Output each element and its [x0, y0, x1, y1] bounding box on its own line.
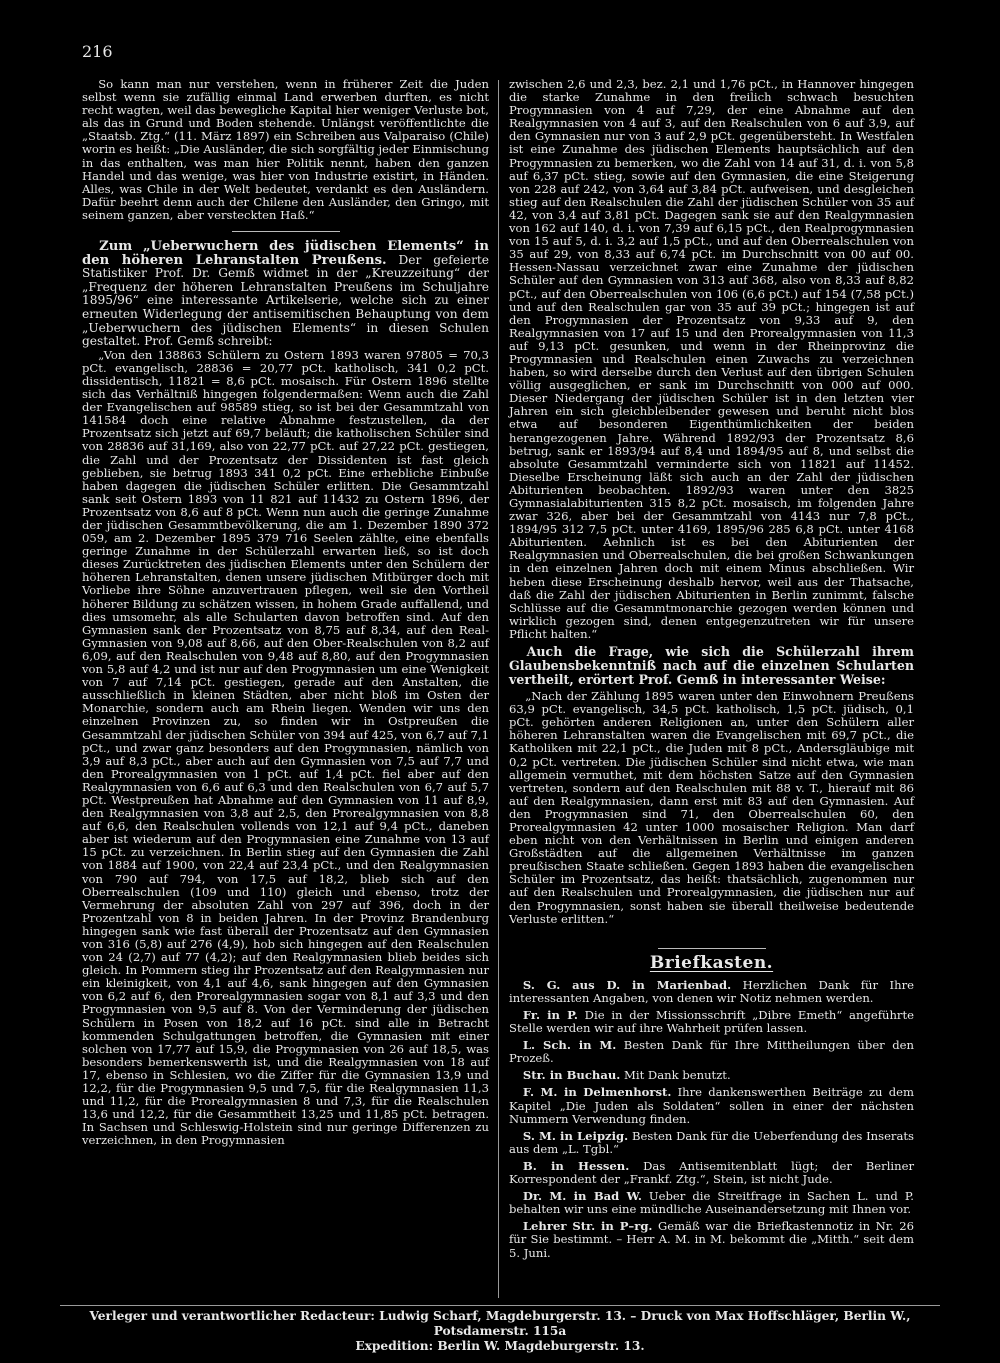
- article-lead: [82, 240, 489, 349]
- letter-recipient: L. Sch. in M.: [522, 1038, 617, 1053]
- letter-recipient: B. in Hessen.: [522, 1158, 630, 1173]
- letter-recipient: Fr. in P.: [522, 1008, 578, 1022]
- article-headline: Zum „Ueberwuchern des jüdischen Elements“ in den höheren Lehranstalten Preußens.: [82, 239, 489, 268]
- briefkasten-divider: [658, 948, 766, 949]
- imprint-line-1: Verleger und verantwortlicher Redacteur: Ludwig Scharf, Magdeburgerstr. 13. – Druck von Max Hoffschläger, Berlin W., Potsdamerstr. 115a: [60, 1305, 940, 1339]
- article-lead-text: Der gefeierte Statistiker Prof. Dr. Gemß widmet in der „Kreuzzeitung“ der „Frequenz der höheren Lehranstalten Preußens im Schuljahre 1895/96“ eine interessante Artikelserie, welche sich zu einer erneuten Widerlegung der antisemitischen Behauptung von dem „Ueberwuchern des jüdischen Elements“ in diesen Schulen gestaltet. Prof. Gemß schreibt:: [82, 252, 490, 349]
- briefkasten-title: Briefkasten.: [649, 952, 774, 973]
- imprint-line-2: Expedition: Berlin W. Magdeburgerstr. 13.: [355, 1339, 645, 1353]
- letter-entry: [509, 1190, 914, 1216]
- right-column: [509, 78, 914, 1264]
- letter-entry: [509, 1086, 914, 1125]
- letter-recipient: S. M. in Leipzig.: [522, 1128, 629, 1143]
- letter-recipient: Dr. M. in Bad W.: [522, 1189, 642, 1204]
- letter-text: Ihre dankenswerthen Beiträge zu dem Kapitel „Die Juden als Soldaten“ sollen in einer der nächsten Nummern Verwendung finden.: [509, 1085, 914, 1126]
- letter-text: Die in der Missionsschrift „Dibre Emeth“ angeführte Stelle werden wir auf ihre Wahrheit prüfen lassen.: [509, 1008, 914, 1036]
- left-column: [82, 78, 489, 1148]
- letter-entry: [509, 1009, 914, 1035]
- letter-entry: [509, 1160, 914, 1186]
- letter-text: Ueber die Streitfrage in Sachen L. und P. behalten wir uns eine mündliche Auseinandersetzung mit Ihnen vor.: [509, 1189, 914, 1217]
- letter-recipient: F. M. in Delmenhorst.: [522, 1085, 672, 1100]
- column-rule: [498, 80, 499, 1298]
- letter-entry: [509, 1039, 914, 1065]
- letter-text: Herzlichen Dank für Ihre interessanten Angaben, von denen wir Notiz nehmen werden.: [509, 977, 914, 1005]
- quote-continuation: zwischen 2,6 und 2,3, bez. 2,1 und 1,76 pCt., in Hannover hingegen die starke Zunahme in den freilich schwach besuchten Progymnasien von 4 auf 7,29, der eine Abnahme auf den Realgymnasien von 4 auf 3, auf den Realschulen von 6 auf 3,9, auf den Gymnasien nur von 3 auf 2,9 pCt. gegenübersteht. In Westfalen ist eine Zunahme des jüdischen Elements hauptsächlich auf den Progymnasien zu bemerken, wo die Zahl von 14 auf 31, d. i. von 5,8 auf 6,37 pCt. stieg, sowie auf den Gymnasien, die eine Steigerung von 228 auf 242, von 3,64 auf 3,84 pCt. aufweisen, und desgleichen stieg auf den Realschulen die Zahl der jüdischen Schüler von 35 auf 42, von 3,4 auf 3,81 pCt. Dagegen sank sie auf den Realgymnasien von 162 auf 140, d. i. von 7,39 auf 6,15 pCt., den Realprogymnasien von 15 auf 5, d. i. 3,2 auf 1,5 pCt., und auf den Oberrealschulen von 35 auf 29, von 8,33 auf 6,74 pCt. im Durchschnitt von 00 auf 00. Hessen-Nassau verzeichnet zwar eine Zunahme der jüdischen Schüler auf den Gymnasien von 313 auf 368, also von 8,33 auf 8,82 pCt., auf den Oberrealschulen von 106 (6,6 pCt.) auf 154 (7,58 pCt.) und auf den Realschulen gar von 35 auf 39 pCt.; hingegen ist auf den Progymnasien der Prozentsatz von 9,33 auf 9, den Realgymnasien von 17 auf 15 und den Prorealgymnasien von 11,3 auf 9,13 pCt. gesunken, und wenn in der Rheinprovinz die Progymnasien und Realschulen einen Zuwachs zu verzeichnen haben, so wird derselbe durch den Verlust auf den übrigen Schulen völlig ausgeglichen, er sank im Durchschnitt von 000 auf 000. Dieser Niedergang der jüdischen Schüler ist in den letzten vier Jahren ein sich gleichbleibender gewesen und beruht nicht blos etwa auf besonderen Eigenthümlichkeiten der beiden herangezogenen Jahre. Während 1892/93 der Prozentsatz 8,6 betrug, sank er 1893/94 auf 8,4 und 1894/95 auf 8, und selbst die absolute Gesammtzahl verminderte sich von 11821 auf 11452. Dieselbe Erscheinung läßt sich auch an der Zahl der jüdischen Abiturienten beobachten. 1892/93 waren unter den 3825 Gymnasialabiturienten 315 8,2 pCt. mosaisch, im folgenden Jahre zwar 326, aber bei der Gesammtzahl von 4143 nur 7,8 pCt., 1894/95 312 7,5 pCt. unter 4169, 1895/96 285 6,8 pCt. unter 4168 Abiturienten. Aehnlich ist es bei den Abiturienten der Realgymnasien und Oberrealschulen, die bei großen Schwankungen in den einzelnen Jahren doch mit einem Minus abschließen. Wir heben diese Erscheinung deshalb hervor, weil aus der Thatsache, daß die Zahl der jüdischen Abiturienten in Berlin zunimmt, falsche Schlüsse auf die Gesammtmonarchie gezogen werden können und wirklich gezogen sind, denen entgegenzutreten wir für unsere Pflicht halten.“: [509, 77, 914, 641]
- letter-text: Mit Dank benutzt.: [620, 1068, 731, 1083]
- letter-entry: [509, 1069, 914, 1082]
- second-quote: „Nach der Zählung 1895 waren unter den Einwohnern Preußens 63,9 pCt. evangelisch, 34,5 pCt. katholisch, 1,5 pCt. jüdisch, 0,1 pCt. gehörten anderen Religionen an, unter den Schülern aller höheren Lehranstalten waren die Evangelischen mit 69,7 pCt., die Katholiken mit 22,1 pCt., die Juden mit 8 pCt., Andersgläubige mit 0,2 pCt. vertreten. Die jüdischen Schüler sind nicht etwa, wie man allgemein vermuthet, mit dem höchsten Satze auf den Gymnasien vertreten, sondern auf den Realschulen mit 88 v. T., hierauf mit 86 auf den Realgymnasien, dann erst mit 83 auf den Gymnasien. Auf den Progymnasien sind 71, den Oberrealschulen 60, den Prorealgymnasien 42 unter 1000 mosaischer Religion. Man darf eben nicht von den Verhältnissen in Berlin und einigen anderen Großstädten auf die allgemeinen Verhältnisse im ganzen preußischen Staate schließen. Gegen 1893 haben die evangelischen Schüler im Prozentsatz, das heißt: thatsächlich, zugenommen nur auf den Realschulen und Prorealgymnasien, die jüdischen nur auf den Progymnasien, sonst haben sie überall theilweise bedeutende Verluste erlitten.“: [509, 689, 914, 926]
- intro-paragraph: So kann man nur verstehen, wenn in früherer Zeit die Juden selbst wenn sie zufällig einmal Land erwerben durften, es nicht recht wagten, weil das bewegliche Kapital hier weniger Verluste bot, als das in Grund und Boden stehende. Unlängst veröffentlichte die „Staatsb. Ztg.“ (11. März 1897) ein Schreiben aus Valparaiso (Chile) worin es heißt: „Die Ausländer, die sich sorgfältig jeder Einmischung in das enthalten, was man hier Politik nennt, haben den ganzen Handel und das wenige, was hier von Industrie existirt, in Händen. Alles, was Chile in der Welt bedeutet, verdankt es den Ausländern. Dafür beehrt denn auch der Chilene den Ausländer, den Gringo, mit seinem ganzen, aber versteckten Haß.“: [82, 77, 490, 222]
- letter-recipient: Str. in Buchau.: [522, 1068, 621, 1083]
- letter-text: Gemäß war die Briefkastennotiz in Nr. 26 für Sie bestimmt. – Herr A. M. in M. bekommt die „Mitth.“ seit dem 5. Juni.: [509, 1219, 914, 1260]
- letter-text: Besten Dank für die Ueberfendung des Inserats aus dem „L. Tgbl.“: [509, 1128, 914, 1156]
- letter-text: Das Antisemitenblatt lügt; der Berliner Korrespondent der „Frankf. Ztg.“, Stein, ist nicht Jude.: [509, 1158, 914, 1187]
- letter-text: Besten Dank für Ihre Mittheilungen über den Prozeß.: [509, 1038, 914, 1066]
- second-lead: Auch die Frage, wie sich die Schülerzahl ihrem Glaubensbekenntniß nach auf die einzelnen Schularten vertheilt, erörtert Prof. Gemß in interessanter Weise:: [509, 644, 914, 688]
- letters-list: [509, 979, 914, 1260]
- page-number: 216: [82, 42, 113, 61]
- letter-recipient: Lehrer Str. in P–rg.: [522, 1219, 653, 1234]
- letter-entry: [509, 1220, 914, 1259]
- imprint-footer: [60, 1305, 940, 1354]
- section-divider: [232, 231, 340, 232]
- letter-entry: [509, 979, 914, 1005]
- quote-paragraph: „Von den 138863 Schülern zu Ostern 1893 waren 97805 = 70,3 pCt. evangelisch, 28836 = 20,77 pCt. katholisch, 341 0,2 pCt. dissidentisch, 11821 = 8,6 pCt. mosaisch. Für Ostern 1896 stellte sich das Verhältniß hingegen folgendermaßen: Wenn auch die Zahl der Evangelischen auf 98589 stieg, so ist bei der Gesammtzahl von 141584 doch eine relative Abnahme festzustellen, da der Prozentsatz sich jetzt auf 69,7 beläuft; die katholischen Schüler sind von 28836 auf 31,169, also von 22,77 pCt. auf 27,22 pCt. gestiegen, die Zahl und der Prozentsatz der Dissidenten ist fast gleich geblieben, sie betrug 1893 341 0,2 pCt. Eine erhebliche Einbuße haben dagegen die jüdischen Schüler erlitten. Die Gesammtzahl sank seit Ostern 1893 von 11 821 auf 11432 zu Ostern 1896, der Prozentsatz von 8,6 auf 8 pCt. Wenn nun auch die geringe Zunahme der jüdischen Gesammtbevölkerung, die am 1. Dezember 1890 372 059, am 2. Dezember 1895 379 716 Seelen zählte, eine ebenfalls geringe Zunahme in der Schülerzahl erwarten ließ, so ist doch dieses Zurücktreten des jüdischen Elements unter den Schülern der höheren Lehranstalten, denen unsere jüdischen Mitbürger doch mit Vorliebe ihre Söhne anzuvertrauen pflegen, weil sie den Vortheil höherer Bildung zu schätzen wissen, in hohem Grade auffallend, und dies umsomehr, als alle Schularten davon betroffen sind. Auf den Gymnasien sank der Prozentsatz von 8,75 auf 8,34, auf den Real-Gymnasien von 9,08 auf 8,66, auf den Ober-Realschulen von 8,2 auf 6,09, auf den Realschulen von 9,48 auf 8,80, auf den Progymnasien von 5,8 auf 4,2 und ist nur auf den Progymnasien um eine Wenigkeit von 7 auf 7,14 pCt. gestiegen, gerade auf den Anstalten, die ausschließlich in kleinen Städten, aber nicht bloß im Osten der Monarchie, sondern auch am Rhein liegen. Wenden wir uns den einzelnen Provinzen zu, so finden wir in Ostpreußen die Gesammtzahl der jüdischen Schüler von 394 auf 425, von 6,7 auf 7,1 pCt., und zwar ganz besonders auf den Progymnasien, nämlich von 3,9 auf 8,3 pCt., aber auch auf den Gymnasien von 7,5 auf 7,7 und den Prorealgymnasien von 1 pCt. auf 1,4 pCt. fiel aber auf den Realgymnasien von 6,6 auf 6,3 und den Realschulen von 6,7 auf 5,7 pCt. Westpreußen hat Abnahme auf den Gymnasien von 11 auf 8,9, den Realgymnasien von 3,8 auf 2,5, den Prorealgymnasien von 8,8 auf 6,6, den Realschulen vollends von 12,1 auf 9,4 pCt., daneben aber ist wiederum auf den Progymnasien eine Zunahme von 13 auf 15 pCt. zu verzeichnen. In Berlin stieg auf den Gymnasien die Zahl von 1884 auf 1900, von 22,4 auf 23,4 pCt., und den Realgymnasien von 790 auf 794, von 17,5 auf 18,2, blieb sich auf den Oberrealschulen (109 und 110) gleich und ebenso, trotz der Vermehrung der absoluten Zahl von 297 auf 396, doch in der Prozentzahl von 8 in beiden Jahren. In der Provinz Brandenburg hingegen sank wie fast überall der Prozentsatz auf den Gymnasien von 316 (5,8) auf 276 (4,9), hob sich hingegen auf den Realschulen von 24 (2,7) auf 77 (4,2); auf den Realgymnasien blieb beides sich gleich. In Pommern stieg ihr Prozentsatz auf den Realgymnasien nur ein kleinigkeit, von 4,1 auf 4,6, sank hingegen auf den Gymnasien von 6,2 auf 6, den Prorealgymnasien sogar von 8,1 auf 3,3 und den Progymnasien von 9,5 auf 8. Von der Verminderung der jüdischen Schülern in Posen von 18,2 auf 16 pCt. sind alle in Betracht kommenden Schulgattungen betroffen, die Gymnasien mit einer solchen von 17,77 auf 15,9, die Progymnasien von 26 auf 18,5, was besonders bemerkenswerth ist, und die Realgymnasien von 18 auf 17, ebenso in Schlesien, wo die Ziffer für die Gymnasien 13,9 und 12,2, für die Progymnasien 9,5 und 7,5, für die Realgymnasien 11,3 und 11,2, für die Prorealgymnasien 8 und 7,3, für die Realschulen 13,6 und 12,2, für die Gesammtheit 13,25 und 11,85 pCt. betragen. In Sachsen und Schleswig-Holstein sind nur geringe Differenzen zu verzeichnen, in den Progymnasien: [82, 347, 489, 1148]
- letter-entry: [509, 1130, 914, 1156]
- letter-recipient: S. G. aus D. in Marienbad.: [522, 977, 732, 992]
